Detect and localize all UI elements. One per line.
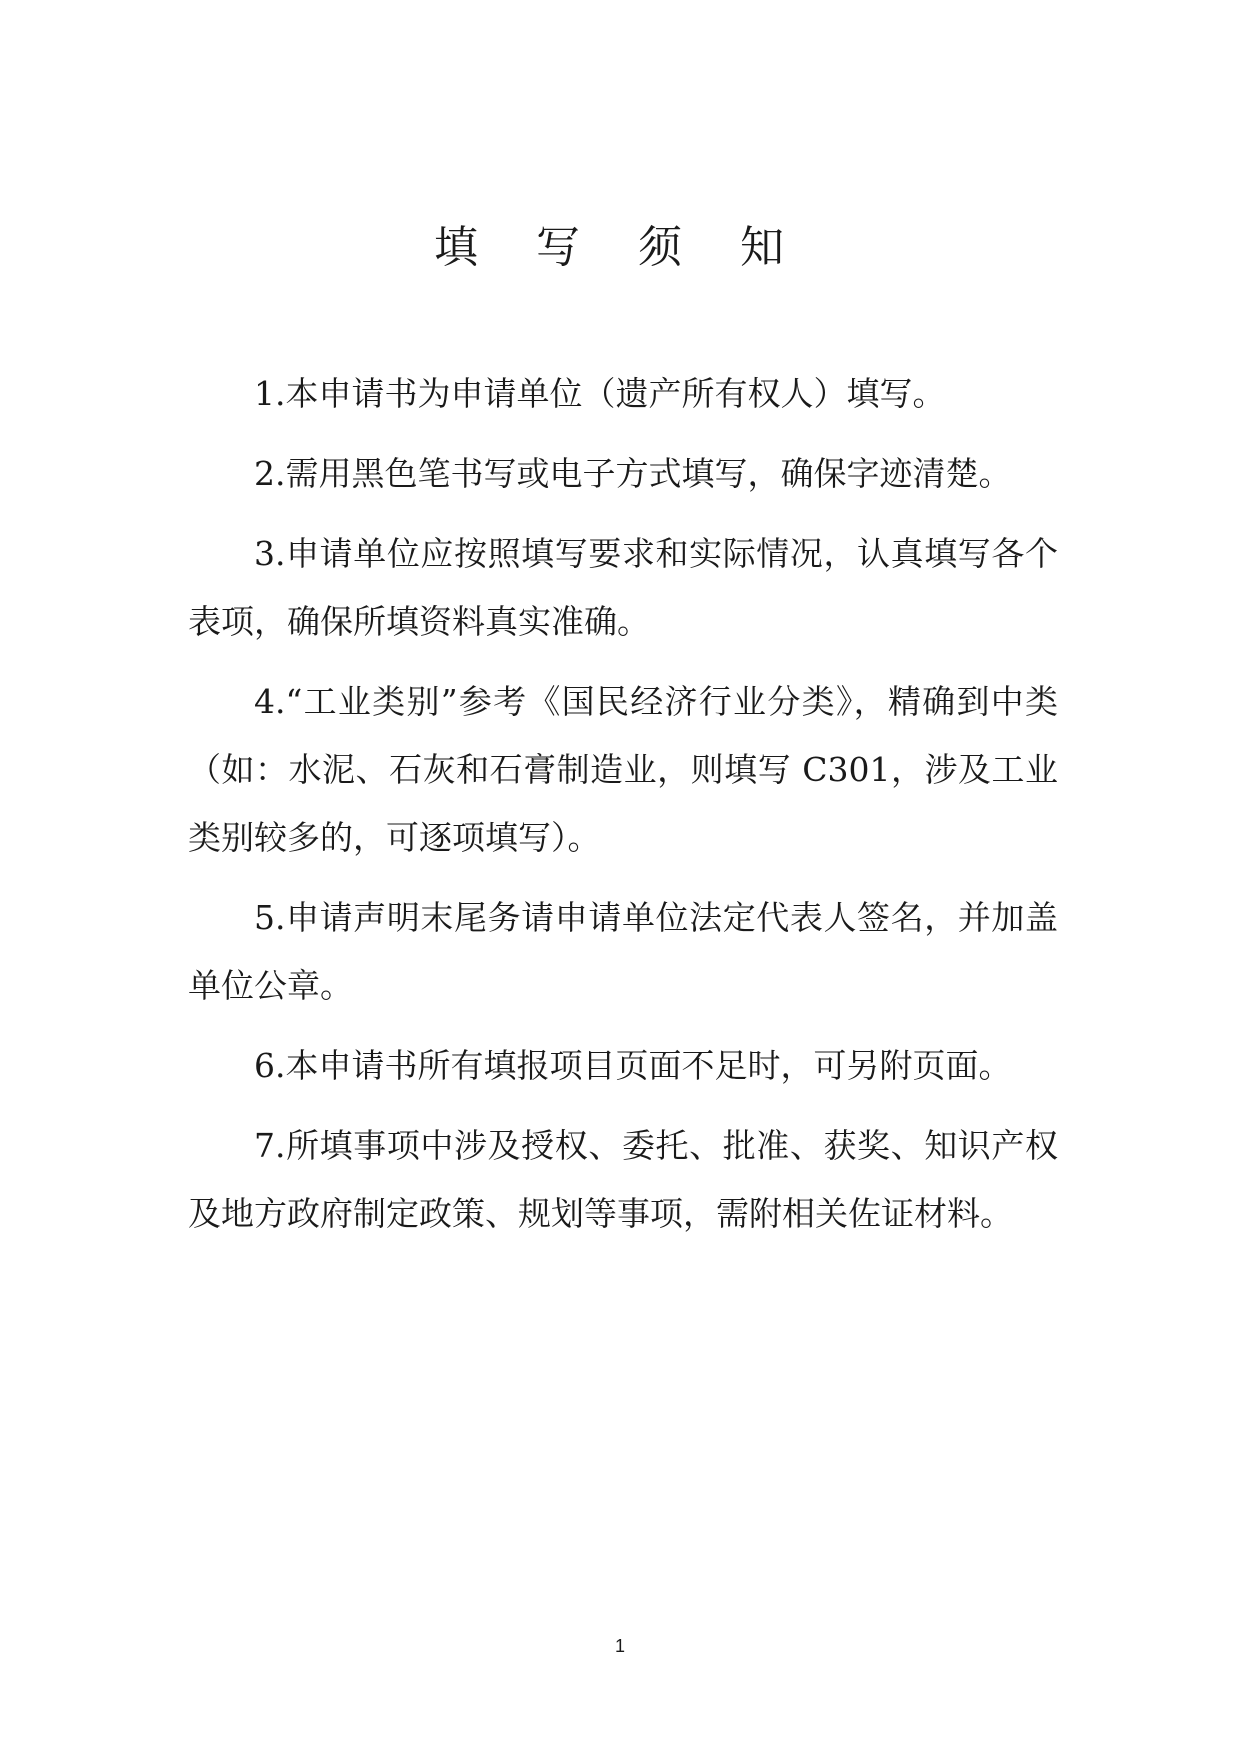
instruction-item-1: 1.本申请书为申请单位（遗产所有权人）填写。	[254, 374, 946, 413]
instruction-item-3: 3.申请单位应按照填写要求和实际情况，认真填写各个表项，确保所填资料真实准确。	[188, 534, 1058, 641]
instruction-item-6: 6.本申请书所有填报项目页面不足时，可另附页面。	[254, 1046, 1012, 1085]
instructions-list	[188, 360, 1058, 1260]
instruction-item-4: 4.“工业类别”参考《国民经济行业分类》，精确到中类（如：水泥、石灰和石膏制造业，则填写 C301，涉及工业类别较多的，可逐项填写）。	[188, 682, 1058, 857]
instruction-item-2: 2.需用黑色笔书写或电子方式填写，确保字迹清楚。	[254, 454, 1012, 493]
page-title: 填 写 须 知	[434, 222, 806, 273]
instruction-item-7: 7.所填事项中涉及授权、委托、批准、获奖、知识产权及地方政府制定政策、规划等事项，需附相关佐证材料。	[188, 1126, 1058, 1233]
page-number: 1	[614, 1636, 625, 1656]
instruction-item-5: 5.申请声明末尾务请申请单位法定代表人签名，并加盖单位公章。	[188, 898, 1058, 1005]
